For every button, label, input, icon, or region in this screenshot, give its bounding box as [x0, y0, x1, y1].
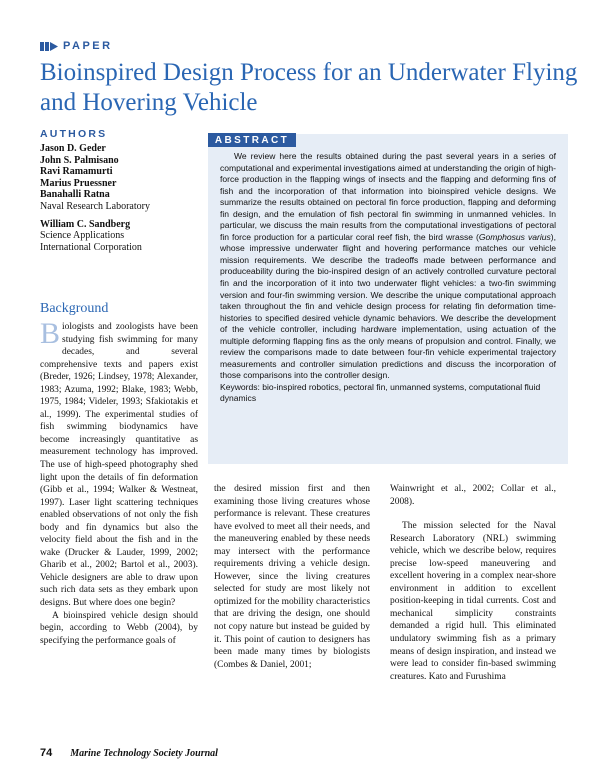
section-heading: Background [40, 301, 109, 316]
body-paragraph: The mission selected for the Naval Research Laboratory (NRL) swimming vehicle, which we describe below, requires precise low-speed maneuvering and excellent hovering in a complex near-shore environment in addition to excellent position-keeping in tidal currents. Cost and mechanical simplicity constraints demanded a rigid hull. This eliminated undulatory swimming fish as a primary means of design inspiration, and instead we were lead to consider fin-based swimming creatures. Kato and Furushima [390, 521, 556, 682]
page-footer [40, 747, 218, 759]
body-column-3 [390, 483, 556, 683]
body-column-1 [40, 301, 198, 647]
author-affiliation: International Corporation [40, 241, 142, 253]
authors-list [40, 143, 200, 253]
abstract-text [220, 151, 556, 382]
body-column-2 [214, 483, 370, 671]
arrow-icon [40, 42, 58, 51]
body-paragraph: the desired mission first and then examining those living creatures whose performance is relevant. These creatures have evolved to meet all their needs, and the maneuvering enabled by these needs may intersect with the performance requirements driving a vehicle design. However, since the living creatures selected for study are most likely not optimized for the mobility characteristics that are driving the design, one should not copy nature but instead be guided by it. This point of caution to designers has been made many times by biologists (Combes & Daniel, 2001; [214, 484, 370, 670]
species-name: Gomphosus varius [478, 231, 551, 242]
author-name: Jason D. Geder [40, 143, 106, 154]
journal-name: Marine Technology Society Journal [70, 748, 218, 759]
abstract-text-part: ), whose impressive underwater flight and hovering performance matches our vehicle mission requirements. We describe the tradeoffs made between performance and produceability during the bio-inspired design of an actively controlled curvature pectoral fin and the incorporation of it into two underwater flight vehicles: a two-fin swimming version and four-fin swimming version. We describe the unique computational approach taken throughout the fin and vehicle design process for relating fin deformation time-histories to specified desired vehicle dynamic behaviors. We describe the development of the vehicle controller, including hardware implementation, using actuation of the multiple deforming flapping fins as the only means of propulsion and control. Finally, we review the comparisons made to date between four-fin vehicle experimental trajectory measurements and controller simulation predictions and discuss the incorporation of those comparisons into the controller design. [220, 231, 556, 381]
section-label-text: PAPER [63, 40, 113, 52]
abstract-box [208, 134, 568, 464]
page-number: 74 [40, 747, 53, 759]
author-name: Marius Pruessner [40, 177, 117, 189]
body-paragraph: Wainwright et al., 2002; Collar et al., 2008). [390, 484, 556, 507]
author-name: Banahalli Ratna [40, 189, 110, 201]
abstract-text-part: We review here the results obtained during the past several years in a series of computational and experimental investigations aimed at understanding the origin of high-force production in the flapping wings of insects and the flapping and deforming fins of fish and the incorporation of that information into bioinspired vehicle designs. We summarize the results obtained on pectoral fin force production, flapping and deforming fin design, and the emulation of fish pectoral fin swimming in unmanned vehicles. In particular, we discuss the main results from the computational investigations of pectoral fin force production for a particular coral reef fish, the bird wrasse ( [220, 151, 556, 242]
author-affiliation: Science Applications [40, 230, 125, 242]
keywords: Keywords: bio-inspired robotics, pectoral fin, unmanned systems, computational fluid dynamics [220, 381, 541, 404]
author-affiliation: Naval Research Laboratory [40, 200, 150, 212]
article-title: Bioinspired Design Process for an Underwater Flying and Hovering Vehicle [40, 59, 578, 116]
body-paragraph: A bioinspired vehicle design should begin, according to Webb (2004), by specifying the performance goals of [40, 610, 198, 646]
drop-cap: B [40, 317, 61, 350]
body-paragraph [40, 317, 198, 610]
section-label [40, 40, 113, 52]
author-name: John S. Palmisano [40, 154, 119, 166]
author-name: Ravi Ramamurti [40, 166, 113, 178]
abstract-label: ABSTRACT [208, 133, 296, 147]
authors-label: AUTHORS [40, 128, 108, 140]
author-name: William C. Sandberg [40, 218, 131, 230]
paragraph-text: iologists and zoologists have been studying fish swimming for many decades, and several comprehensive texts and papers exist (Breder, 1926; Lindsey, 1978; Alexander, 1983; Azuma, 1992; Blake, 1983; Webb, 1975, 1984; Videler, 1993; Sfakiotakis et al., 1999). The experimental studies of fish swimming biodynamics have become increasingly quantitative as measurement technology has improved. The use of high-speed photography shed light upon the details of fin deformation (Gibb et al., 1994; Walker & Westneat, 1997). Laser light scattering techniques enabled observations of not only the fish body and fin dynamics but also the velocity field about the fish and in the wake (Drucker & Lauder, 1999, 2002; Gharib et al., 2002; Bartol et al., 2003). Vehicle designers are able to draw upon such rich data sets as they embark upon designs. But where does one begin? [40, 322, 198, 609]
